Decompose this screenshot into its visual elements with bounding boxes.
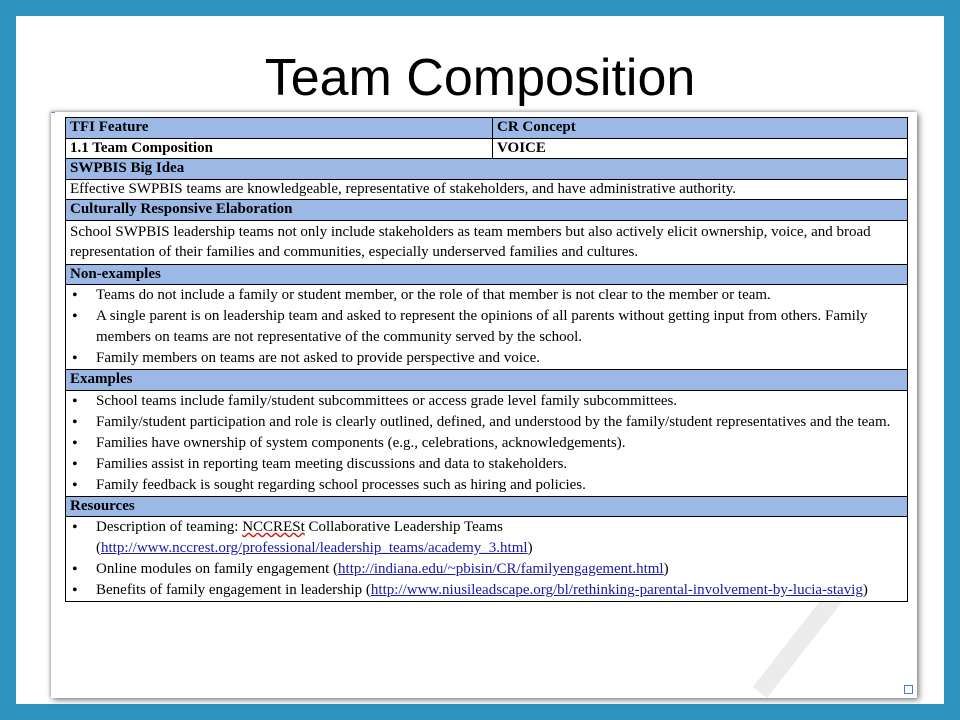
table-row	[66, 200, 908, 221]
examples-list	[70, 391, 903, 496]
slide	[16, 16, 944, 704]
resources-list	[70, 517, 903, 601]
list-item: • Family/student participation and role is clearly outlined, defined, and understood by the family/student representatives and the team.	[70, 412, 903, 433]
list-item	[70, 517, 903, 559]
examples-header: Examples	[66, 370, 908, 391]
elaboration-text: School SWPBIS leadership teams not only include stakeholders as team members but also actively elicit ownership, voice, and broad representation of their families and communities, especially underserved families and cultures.	[66, 220, 908, 264]
table-row	[66, 517, 908, 602]
resource-text: Collaborative Leadership Teams (	[96, 519, 503, 556]
nonexamples-list	[70, 285, 903, 369]
list-item: • Teams do not include a family or student member, or the role of that member is not clear to the member or team.	[70, 285, 903, 306]
tfi-table	[65, 117, 908, 602]
feature-cell: 1.1 Team Composition	[66, 138, 493, 159]
big-idea-text: Effective SWPBIS teams are knowledgeable, representative of stakeholders, and have administrative authority.	[66, 179, 908, 200]
resize-handle-icon	[904, 685, 913, 694]
col1-header: TFI Feature	[66, 118, 493, 139]
table-row	[66, 496, 908, 517]
elaboration-header: Culturally Responsive Elaboration	[66, 200, 908, 221]
nonexamples-header: Non-examples	[66, 264, 908, 285]
resource-text: Online modules on family engagement (	[96, 561, 339, 577]
concept-cell: VOICE	[493, 138, 908, 159]
table-row	[66, 138, 908, 159]
list-item: • Family members on teams are not asked to provide perspective and voice.	[70, 348, 903, 369]
resource-link[interactable]: http://indiana.edu/~pbisin/CR/familyengagement.html	[338, 561, 664, 577]
table-row	[66, 179, 908, 200]
nonexamples-cell	[66, 285, 908, 370]
list-item: • Family feedback is sought regarding school processes such as hiring and policies.	[70, 475, 903, 496]
document-image	[51, 112, 917, 698]
resources-header: Resources	[66, 496, 908, 517]
big-idea-header: SWPBIS Big Idea	[66, 159, 908, 180]
resource-link[interactable]: http://www.nccrest.org/professional/leadership_teams/academy_3.html	[101, 540, 528, 556]
table-row	[66, 118, 908, 139]
list-item: • School teams include family/student subcommittees or access grade level family subcommittees.	[70, 391, 903, 412]
resources-cell	[66, 517, 908, 602]
resource-text: )	[663, 561, 669, 577]
resource-text: )	[862, 582, 868, 598]
table-row	[66, 220, 908, 264]
table-row	[66, 370, 908, 391]
table-row	[66, 390, 908, 496]
list-item: • Families assist in reporting team meeting discussions and data to stakeholders.	[70, 454, 903, 475]
resource-link[interactable]: http://www.niusileadscape.org/bl/rethinking-parental-involvement-by-lucia-stavig	[370, 582, 863, 598]
resource-text: Benefits of family engagement in leadership (	[96, 582, 371, 598]
resource-text: Description of teaming:	[96, 519, 243, 535]
resource-org: NCCRESt	[242, 519, 305, 535]
col2-header: CR Concept	[493, 118, 908, 139]
resource-text: )	[527, 540, 533, 556]
list-item: • A single parent is on leadership team and asked to represent the opinions of all parents without getting input from others. Family members on teams are not representative of the community served by the school.	[70, 306, 903, 348]
list-item	[70, 580, 903, 601]
list-item: • Families have ownership of system components (e.g., celebrations, acknowledgements).	[70, 433, 903, 454]
edge-mark	[51, 112, 55, 113]
slide-title: Team Composition	[264, 49, 696, 107]
table-row	[66, 159, 908, 180]
table-row	[66, 285, 908, 370]
list-item	[70, 559, 903, 580]
examples-cell	[66, 390, 908, 496]
table-row	[66, 264, 908, 285]
